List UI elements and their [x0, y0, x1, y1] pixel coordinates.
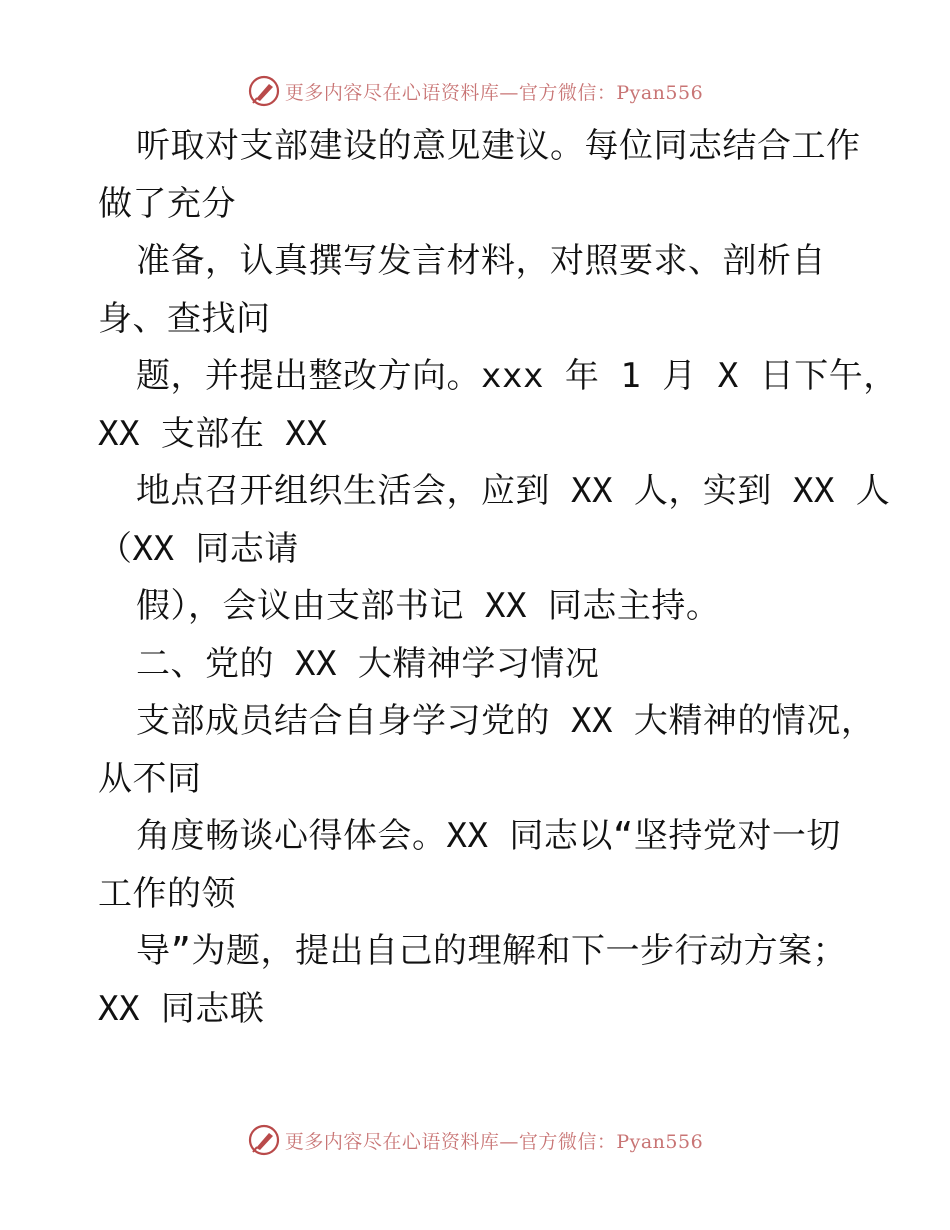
text-line: 工作的领 — [98, 873, 236, 914]
text-line: 身、查找问 — [98, 298, 271, 339]
quill-pen-logo-icon — [247, 74, 281, 108]
text-line: 做了充分 — [98, 183, 236, 224]
text-line: 假），会议由支部书记 XX 同志主持。 — [136, 586, 721, 626]
text-line: 从不同 — [98, 758, 202, 799]
quill-pen-logo-icon — [247, 1123, 281, 1157]
text-line: XX 支部在 XX — [98, 413, 328, 454]
text-line: 导”为题，提出自己的理解和下一步行动方案； — [136, 931, 847, 971]
footer-banner — [0, 1120, 950, 1160]
header-banner-text: 更多内容尽在心语资料库—官方微信：Pyan556 — [284, 81, 704, 104]
text-line: 准备，认真撰写发言材料，对照要求、剖析自 — [136, 241, 826, 281]
text-line: 支部成员结合自身学习党的 XX 大精神的情况， — [136, 701, 876, 741]
header-banner — [0, 71, 950, 111]
section-heading: 二、党的 XX 大精神学习情况 — [136, 643, 600, 684]
text-line: 听取对支部建设的意见建议。每位同志结合工作 — [136, 126, 861, 166]
text-line: （XX 同志请 — [98, 528, 299, 569]
text-line: 角度畅谈心得体会。XX 同志以“坚持党对一切 — [136, 816, 841, 856]
text-line: 题，并提出整改方向。xxx 年 1 月 X 日下午， — [136, 356, 898, 396]
document-body — [98, 118, 898, 1038]
text-line: 地点召开组织生活会，应到 XX 人，实到 XX 人 — [136, 471, 891, 511]
text-line: XX 同志联 — [98, 988, 265, 1029]
footer-banner-text: 更多内容尽在心语资料库—官方微信：Pyan556 — [284, 1130, 704, 1153]
